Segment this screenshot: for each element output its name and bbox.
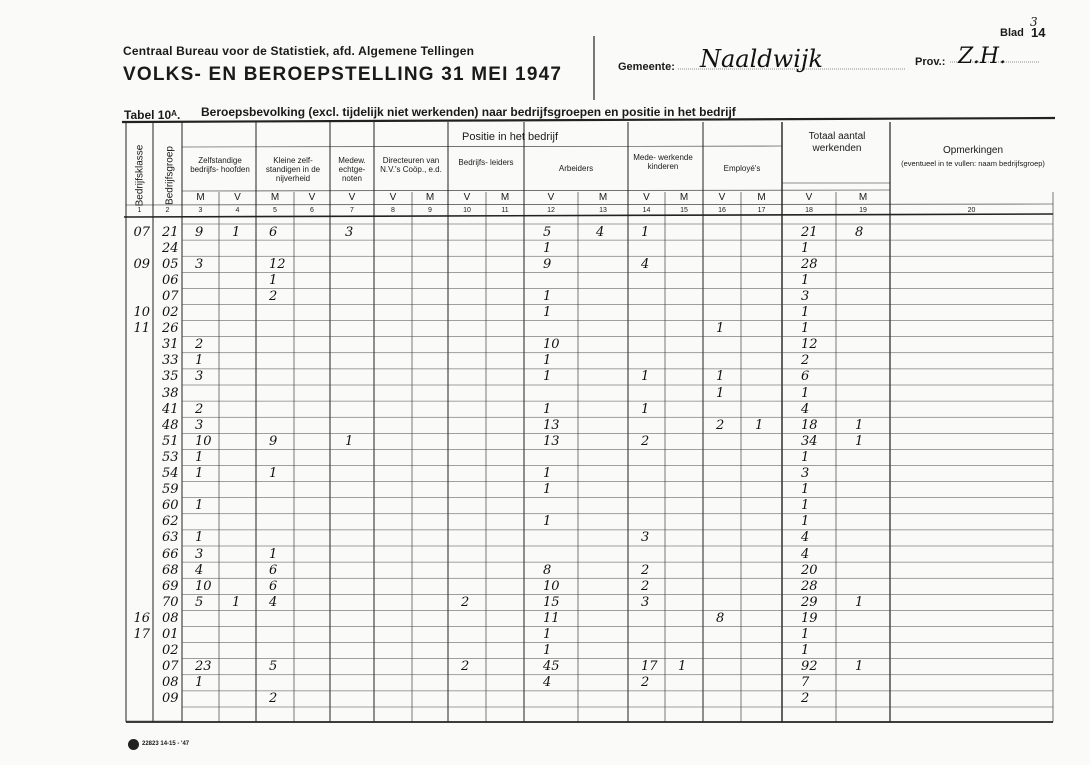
cell-km: 5 — [269, 659, 278, 675]
cell-groep: 26 — [162, 321, 179, 337]
cell-zm: 1 — [195, 530, 204, 546]
prov-value: Z.H. — [958, 44, 1007, 69]
cell-groep: 01 — [162, 627, 179, 642]
cell-km: 6 — [269, 562, 278, 578]
cell-km: 1 — [269, 546, 278, 562]
gemeente-value: Naaldwijk — [700, 45, 823, 73]
column-number: 2 — [165, 207, 170, 214]
mv-label: M — [858, 192, 868, 203]
column-number: 4 — [235, 207, 240, 214]
cell-tm: 20 — [801, 562, 818, 578]
cell-zm: 1 — [195, 466, 204, 481]
bedrijfsklasse-header: Bedrijfsklasse — [134, 144, 146, 207]
cell-tv: 1 — [855, 417, 864, 433]
cell-tm: 1 — [801, 385, 810, 401]
cell-am: 1 — [543, 369, 552, 385]
cell-zm: 3 — [195, 256, 204, 272]
mv-label: V — [643, 192, 650, 203]
gemeente-label: Gemeente: — [618, 61, 675, 73]
cell-groep: 24 — [162, 240, 179, 256]
mv-label: V — [389, 192, 397, 203]
organization-name: Centraal Bureau voor de Statistiek, afd. Algemene Tellingen — [123, 44, 475, 58]
cell-em: 1 — [716, 321, 725, 337]
mv-label: V — [547, 192, 555, 203]
cell-tm: 3 — [801, 466, 810, 481]
cell-klasse: 07 — [133, 224, 150, 240]
cell-km: 2 — [269, 691, 278, 707]
opmerkingen-header: Opmerkingen — [942, 145, 1004, 156]
cell-tm: 18 — [801, 417, 818, 433]
cell-medv: 3 — [345, 224, 354, 240]
mv-label: M — [425, 192, 435, 203]
cell-groep: 38 — [162, 385, 179, 401]
positie-header: Positie in het bedrijf — [462, 131, 558, 143]
zelfstandige-header: Zelfstandige bedrijfs- hoofden — [190, 156, 250, 174]
cell-tm: 4 — [801, 530, 810, 546]
cell-groep: 35 — [162, 369, 179, 385]
cell-am: 8 — [543, 562, 552, 578]
cell-tm: 4 — [801, 401, 810, 417]
cell-tv: 8 — [855, 224, 864, 240]
cell-am: 1 — [543, 466, 552, 481]
cell-zm: 1 — [195, 353, 204, 369]
cell-groep: 33 — [162, 353, 179, 369]
cell-groep: 41 — [162, 401, 179, 417]
column-number: 6 — [310, 207, 314, 214]
printer-logo-icon — [128, 739, 139, 750]
cell-mkm: 2 — [641, 578, 650, 594]
cell-am: 13 — [543, 433, 560, 449]
cell-tm: 4 — [801, 546, 810, 562]
cell-groep: 02 — [162, 305, 179, 320]
cell-groep: 48 — [162, 417, 179, 433]
cell-am: 4 — [543, 675, 552, 691]
mv-label: M — [270, 192, 280, 203]
column-number: 13 — [599, 207, 607, 214]
cell-am: 1 — [543, 240, 552, 256]
cell-mkm: 3 — [641, 530, 650, 546]
cell-mkm: 2 — [641, 433, 650, 449]
cell-groep: 62 — [162, 514, 179, 530]
bedrijfsleiders-header: Bedrijfs- leiders — [458, 158, 514, 167]
cell-zm: 3 — [195, 369, 204, 385]
cell-am: 10 — [543, 578, 560, 594]
cell-tm: 1 — [801, 627, 810, 642]
mv-label: M — [598, 192, 608, 203]
column-number: 9 — [428, 207, 432, 214]
cell-zm: 5 — [195, 594, 204, 610]
cell-groep: 66 — [162, 546, 179, 562]
totaal-header: Totaal aantal werkenden — [808, 131, 866, 154]
column-number: 10 — [463, 207, 471, 214]
mv-label: V — [348, 192, 356, 203]
column-number: 17 — [757, 207, 766, 214]
column-number: 7 — [350, 207, 354, 214]
cell-tm: 3 — [801, 288, 810, 304]
cell-zm: 10 — [195, 578, 212, 594]
cell-tm: 34 — [801, 433, 818, 449]
cell-em: 1 — [716, 385, 725, 401]
cell-groep: 08 — [162, 675, 179, 691]
mv-label: M — [757, 192, 766, 203]
cell-mkm: 4 — [641, 256, 650, 272]
cell-ev: 1 — [755, 417, 764, 433]
tabel-number: Tabel 10ᴬ. — [124, 108, 181, 122]
cell-em: 2 — [716, 417, 725, 433]
cell-tv: 1 — [855, 433, 864, 449]
cell-groep: 31 — [162, 337, 179, 353]
cell-km: 1 — [269, 272, 278, 288]
cell-am: 5 — [543, 224, 552, 240]
form-print-code: 22823 14-15 - '47 — [142, 741, 190, 747]
cell-tm: 1 — [801, 498, 810, 514]
mv-label: V — [805, 192, 813, 203]
cell-tm: 92 — [801, 659, 818, 675]
mv-label: M — [679, 192, 689, 203]
cell-zm: 3 — [195, 417, 204, 433]
cell-groep: 68 — [162, 562, 179, 578]
cell-am: 1 — [543, 482, 552, 498]
kleine-header: Kleine zelf- standigen in de nijverheid — [265, 156, 321, 183]
column-number: 12 — [547, 207, 555, 214]
cell-zm: 1 — [195, 449, 204, 465]
cell-tm: 1 — [801, 514, 810, 530]
cell-groep: 54 — [162, 466, 179, 481]
cell-groep: 07 — [162, 659, 179, 675]
prov-label: Prov.: — [915, 56, 946, 68]
cell-am: 9 — [543, 256, 552, 272]
cell-em: 8 — [716, 610, 725, 626]
blad-label: Blad — [1000, 27, 1024, 39]
cell-klasse: 11 — [133, 321, 150, 337]
cell-am: 45 — [543, 659, 560, 675]
cell-klasse: 10 — [133, 305, 150, 320]
cell-mkm: 1 — [641, 224, 650, 240]
cell-groep: 21 — [162, 224, 179, 240]
cell-bm: 2 — [461, 594, 470, 610]
cell-groep: 02 — [162, 643, 179, 659]
cell-km: 9 — [269, 433, 278, 449]
cell-tv: 1 — [855, 659, 864, 675]
form-title: VOLKS- EN BEROEPSTELLING 31 MEI 1947 — [123, 64, 563, 85]
cell-em: 1 — [716, 369, 725, 385]
cell-tm: 1 — [801, 321, 810, 337]
cell-zm: 2 — [195, 401, 204, 417]
cell-groep: 70 — [162, 594, 179, 610]
cell-am: 1 — [543, 401, 552, 417]
cell-mkm: 1 — [641, 401, 650, 417]
cell-groep: 05 — [162, 256, 179, 272]
cell-tm: 1 — [801, 240, 810, 256]
cell-am: 1 — [543, 643, 552, 659]
cell-am: 10 — [543, 337, 560, 353]
blad-number: 14 — [1031, 25, 1046, 40]
cell-klasse: 16 — [133, 610, 150, 626]
mv-label: M — [196, 192, 205, 203]
cell-mkm: 17 — [641, 659, 658, 675]
cell-zm: 3 — [195, 546, 204, 562]
cell-tm: 1 — [801, 449, 810, 465]
cell-medv: 1 — [345, 433, 354, 449]
mv-label: M — [500, 192, 510, 203]
cell-groep: 69 — [162, 578, 179, 594]
column-number: 8 — [391, 207, 395, 214]
cell-km: 12 — [269, 256, 286, 272]
cell-am: 11 — [543, 610, 560, 626]
cell-groep: 53 — [162, 449, 179, 465]
cell-zv: 1 — [232, 594, 241, 610]
mv-label: V — [308, 192, 316, 203]
cell-tm: 1 — [801, 305, 810, 320]
cell-km: 2 — [269, 288, 278, 304]
employes-header: Employé's — [723, 164, 761, 173]
cell-groep: 07 — [162, 288, 179, 304]
cell-mkv: 1 — [678, 659, 687, 675]
column-number: 18 — [805, 207, 813, 214]
cell-groep: 60 — [162, 498, 179, 514]
cell-groep: 06 — [162, 272, 179, 288]
cell-tm: 21 — [801, 224, 818, 240]
mv-label: V — [463, 192, 471, 203]
cell-km: 6 — [269, 224, 278, 240]
cell-tm: 1 — [801, 272, 810, 288]
cell-bm: 2 — [461, 659, 470, 675]
bedrijfsgroep-header: Bedrijfsgroep — [164, 146, 176, 205]
cell-tm: 12 — [801, 337, 818, 353]
cell-tm: 7 — [801, 675, 810, 691]
cell-zm: 2 — [195, 337, 204, 353]
cell-am: 1 — [543, 288, 552, 304]
cell-groep: 63 — [162, 530, 179, 546]
column-number: 1 — [137, 207, 142, 214]
cell-tm: 28 — [801, 256, 818, 272]
column-number: 3 — [198, 207, 203, 214]
cell-am: 1 — [543, 353, 552, 369]
cell-tm: 19 — [801, 610, 818, 626]
cell-zm: 23 — [195, 659, 212, 675]
cell-mkm: 3 — [641, 594, 650, 610]
cell-am: 15 — [543, 594, 560, 610]
column-number: 16 — [718, 207, 726, 214]
cell-klasse: 17 — [133, 627, 150, 642]
cell-groep: 59 — [162, 482, 179, 498]
cell-tm: 2 — [801, 353, 810, 369]
arbeiders-header: Arbeiders — [558, 164, 594, 173]
cell-tm: 2 — [801, 691, 810, 707]
cell-mkm: 1 — [641, 369, 650, 385]
mv-label: V — [234, 192, 241, 203]
cell-tm: 1 — [801, 643, 810, 659]
column-number: 14 — [642, 207, 651, 214]
medew-header: Medew. echtge- noten — [338, 156, 366, 183]
cell-zv: 1 — [232, 224, 241, 240]
cell-groep: 09 — [162, 691, 179, 707]
blad-mark: 3 — [1030, 15, 1038, 29]
cell-am: 1 — [543, 305, 552, 320]
cell-zm: 10 — [195, 433, 212, 449]
cell-av: 4 — [596, 224, 605, 240]
tabel-title: Beroepsbevolking (excl. tijdelijk niet werkenden) naar bedrijfsgroepen en positie in het bedrijf — [201, 105, 736, 119]
cell-am: 1 — [543, 514, 552, 530]
column-number: 15 — [680, 207, 688, 214]
column-number: 20 — [967, 207, 976, 214]
cell-am: 1 — [543, 627, 552, 642]
cell-tm: 29 — [801, 594, 818, 610]
cell-zm: 1 — [195, 498, 204, 514]
mv-label: V — [718, 192, 726, 203]
cell-tm: 6 — [801, 369, 810, 385]
cell-am: 13 — [543, 417, 560, 433]
column-number: 11 — [501, 207, 509, 214]
cell-km: 6 — [269, 578, 278, 594]
cell-mkm: 2 — [641, 675, 650, 691]
medewerkende-header: Mede- werkende kinderen — [633, 153, 693, 171]
column-number: 5 — [273, 207, 277, 214]
cell-tm: 1 — [801, 482, 810, 498]
cell-km: 4 — [269, 594, 278, 610]
cell-km: 1 — [269, 466, 278, 481]
cell-zm: 9 — [195, 224, 204, 240]
column-number: 19 — [859, 207, 867, 214]
cell-groep: 51 — [162, 433, 179, 449]
directeuren-header: Directeuren van N.V.'s Coöp., e.d. — [380, 156, 442, 174]
opmerkingen-subheader: (eventueel in te vullen: naam bedrijfsgroep) — [901, 159, 1045, 168]
cell-klasse: 09 — [133, 256, 150, 272]
cell-mkm: 2 — [641, 562, 650, 578]
cell-tv: 1 — [855, 594, 864, 610]
cell-zm: 4 — [195, 562, 204, 578]
cell-tm: 28 — [801, 578, 818, 594]
cell-groep: 08 — [162, 610, 179, 626]
cell-zm: 1 — [195, 675, 204, 691]
